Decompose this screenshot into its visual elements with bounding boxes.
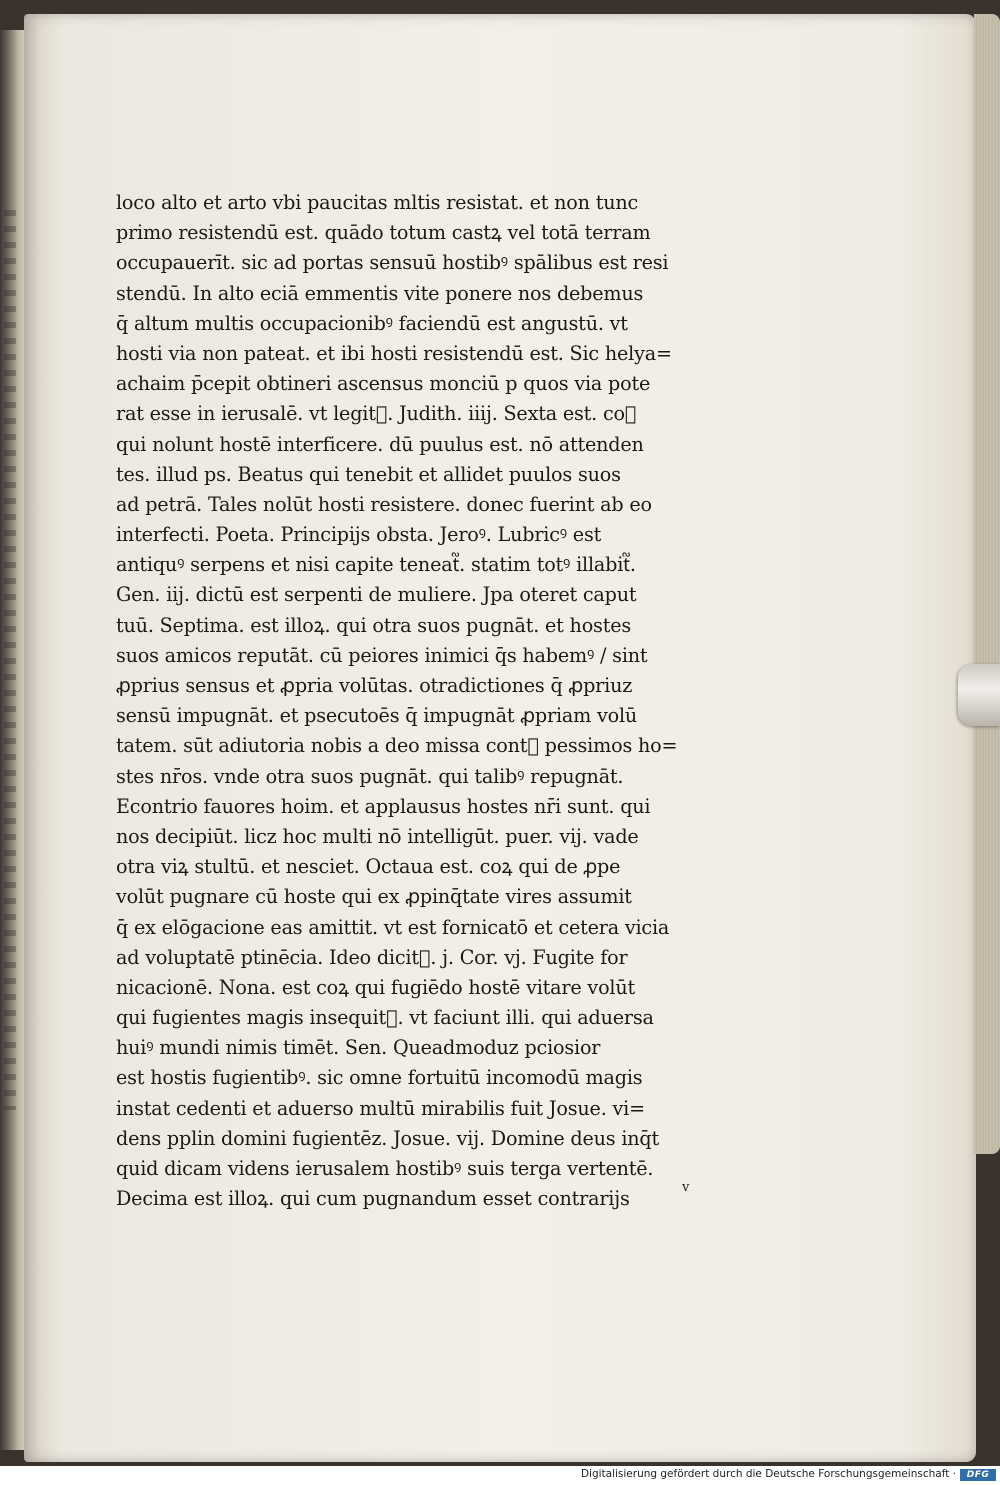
text-line: Econtrio fauores hoim. et applausus hostes nr̄i sunt. qui	[116, 794, 651, 818]
text-line: sensū impugnāt. et psecutoēs q̄ impugnāt ꝓpriam volū	[116, 704, 638, 728]
text-line: antiquꝰ serpens et nisi capite teneat᷑. statim totꝰ illabit᷑.	[116, 553, 636, 577]
page-clip	[958, 664, 1000, 726]
text-line: occupauerīt. sic ad portas sensuū hostibꝰ spālibus est resi	[116, 251, 669, 275]
text-line: tatem. sūt adiutoria nobis a deo missa cont᷑ pessimos ho=	[116, 734, 678, 758]
text-line: dens pplin domini fugientēz. Josue. vij. Domine deus inq̄t	[116, 1126, 660, 1150]
text-line: quid dicam videns ierusalem hostibꝰ suis terga vertentē.	[116, 1157, 654, 1180]
text-line: primo resistendū est. quādo totum castꝝ vel totā terram	[116, 221, 651, 245]
text-line: achaim p̄cepit obtineri ascensus monciū p quos via pote	[116, 372, 651, 396]
text-line: ad voluptatē ptinēcia. Ideo dicit᷑. j. Cor. vj. Fugite for	[116, 945, 628, 969]
text-line: stendū. In alto eciā emmentis vite ponere nos debemus	[116, 281, 644, 305]
dfg-logo: DFG	[960, 1469, 996, 1481]
text-line: instat cedenti et aduerso multū mirabilis fuit Josue. vi=	[116, 1096, 645, 1120]
text-line: Decima est illoꝝ. qui cum pugnandum esset contrarijs	[116, 1187, 630, 1211]
book-page	[24, 14, 976, 1462]
bleed-through-text	[4, 210, 16, 1110]
funding-credit: Digitalisierung gefördert durch die Deutsche Forschungsgemeinschaft ·	[580, 1468, 956, 1480]
text-line: tes. illud ps. Beatus qui tenebit et allidet puulos suos	[116, 462, 621, 486]
text-line: Gen. iij. dictū est serpenti de muliere. Jpa oteret caput	[116, 583, 637, 607]
text-line: nicacionē. Nona. est coꝝ qui fugiēdo hostē vitare volūt	[116, 975, 636, 999]
text-line: rat esse in ierusalē. vt legit᷑. Judith. iiij. Sexta est. coꝝ	[116, 402, 637, 426]
text-line: qui nolunt hostē interficere. dū puulus est. nō attenden	[116, 432, 644, 456]
text-line: interfecti. Poeta. Principijs obsta. Jeroꝰ. Lubricꝰ est	[116, 523, 602, 547]
page-stack-edge	[974, 14, 1000, 1154]
footer-bar	[0, 1466, 1000, 1485]
text-line: ꝓprius sensus et ꝓpria volūtas. otradictiones q̄ ꝓpriuz	[116, 674, 633, 697]
text-line: q̄ altum multis occupacionibꝰ faciendū est angustū. vt	[116, 311, 628, 335]
text-line: q̄ ex elōgacione eas amittit. vt est fornicatō et cetera vicia	[116, 915, 670, 939]
text-line: volūt pugnare cū hoste qui ex ꝓpinq̄tate vires assumit	[116, 885, 632, 909]
text-line: est hostis fugientibꝰ. sic omne fortuitū incomodū magis	[116, 1066, 643, 1090]
text-line: tuū. Septima. est illoꝝ. qui otra suos pugnāt. et hostes	[116, 613, 632, 637]
text-line: stes nr̄os. vnde otra suos pugnāt. qui talibꝰ repugnāt.	[116, 764, 624, 788]
text-line: qui fugientes magis insequit᷑. vt faciunt illi. qui aduersa	[116, 1006, 654, 1030]
text-line: otra viꝝ stultū. et nesciet. Octaua est. coꝝ qui de ꝓpe	[116, 855, 621, 879]
text-line: hosti via non pateat. et ibi hosti resistendū est. Sic helya=	[116, 341, 672, 365]
previous-page-edge	[0, 30, 26, 1450]
text-line: nos decipiūt. licz hoc multi nō intelligūt. puer. vij. vade	[116, 824, 639, 848]
text-line: loco alto et arto vbi paucitas mltis resistat. et non tunc	[116, 191, 639, 214]
text-line: huiꝰ mundi nimis timēt. Sen. Queadmoduz pciosior	[116, 1036, 601, 1060]
signature-mark: v	[682, 1180, 690, 1195]
text-column	[116, 188, 716, 1214]
text-line: suos amicos reputāt. cū peiores inimici q̄s habemꝰ / sint	[116, 643, 648, 667]
text-line: ad petrā. Tales nolūt hosti resistere. donec fuerint ab eo	[116, 492, 652, 516]
